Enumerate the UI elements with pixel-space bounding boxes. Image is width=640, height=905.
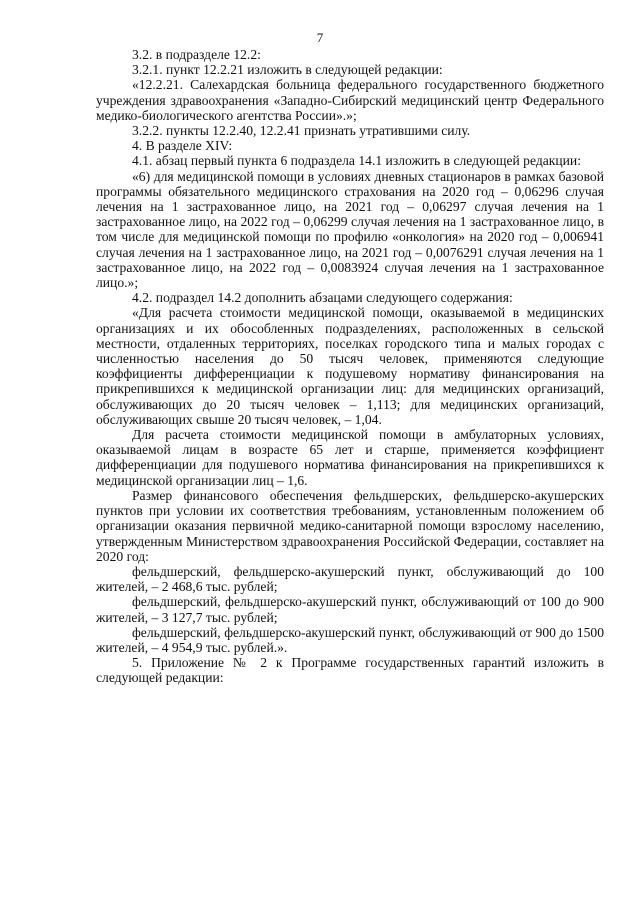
paragraph-elderly-coefficient: Для расчета стоимости медицинской помощи в амбулаторных условиях, оказываемой лицам в возрасте 65 лет и старше, применяется коэффициент дифференциации для подушевого норматива финансирования на прикрепившихся к медицинской организации лиц – 1,6.: [96, 427, 604, 488]
paragraph-3-2: 3.2. в подразделе 12.2:: [132, 47, 261, 62]
paragraph-day-hospital-norms: «6) для медицинской помощи в условиях дневных стационаров в рамках базовой программы обязательного медицинского страхования на 2020 год – 0,06296 случая лечения на 1 застрахованное лицо, на 2021 год – 0,06297 случая лечения на 1 застрахованное лицо, на 2022 год – 0,06299 случая лечения на 1 застрахованное лицо, в том числе для медицинской помощи по профилю «онкология» на 2020 год – 0,006941 случая лечения на 1 застрахованное лицо, на 2021 год – 0,0076291 случая лечения на 1 застрахованное лицо, на 2022 год – 0,0083924 случая лечения на 1 застрахованное лицо.»;: [96, 168, 604, 291]
paragraph-4-1: 4.1. абзац первый пункта 6 подраздела 14.1 изложить в следующей редакции:: [132, 153, 581, 169]
paragraph-rural-coefficients: «Для расчета стоимости медицинской помощи, оказываемой в медицинских организациях и их обособленных подразделениях, расположенных в сельской местности, отдаленных территориях, поселках городского типа и малых городах с численностью населения до 50 тысяч человек, применяются следующие коэффициенты дифференциации к подушевому нормативу финансирования на прикрепившихся к медицинской организации лиц: для медицинских организаций, обслуживающих до 20 тысяч человек – 1,113; для медицинских организаций, обслуживающих свыше 20 тысяч человек, – 1,04.: [96, 305, 604, 427]
paragraph-feldsher-up-to-100: фельдшерский, фельдшерско-акушерский пункт, обслуживающий до 100 жителей, – 2 468,6 тыс. рублей;: [96, 563, 604, 595]
paragraph-5: 5. Приложение № 2 к Программе государственных гарантий изложить в следующей редакции:: [96, 655, 604, 686]
paragraph-3-2-1: 3.2.1. пункт 12.2.21 изложить в следующей редакции:: [132, 62, 443, 78]
page-number: 7: [316, 30, 324, 45]
paragraph-4-2: 4.2. подраздел 14.2 дополнить абзацами следующего содержания:: [132, 290, 513, 306]
paragraph-12-2-21-text: «12.2.21. Салехардская больница федерального государственного бюджетного учреждения здравоохранения «Западно-Сибирский медицинский центр Федерального медико-биологического агентства России».»;: [96, 77, 604, 123]
paragraph-4: 4. В разделе XIV:: [132, 138, 233, 154]
paragraph-feldsher-100-900: фельдшерский, фельдшерско-акушерский пункт, обслуживающий от 100 до 900 жителей, – 3 127,7 тыс. рублей;: [96, 594, 604, 625]
paragraph-3-2-2: 3.2.2. пункты 12.2.40, 12.2.41 признать утратившими силу.: [132, 123, 471, 139]
paragraph-feldsher-900-1500: фельдшерский, фельдшерско-акушерский пункт, обслуживающий от 900 до 1500 жителей, – 4 954,9 тыс. рублей.».: [96, 624, 604, 655]
paragraph-feldsher-funding: Размер финансового обеспечения фельдшерских, фельдшерско-акушерских пунктов при условии их соответствия требованиям, установленным положением об организации оказания первичной медико-санитарной помощи взрослому населению, утвержденным Министерством здравоохранения Российской Федерации, составляет на 2020 год:: [96, 487, 604, 564]
document-body: [96, 47, 604, 686]
